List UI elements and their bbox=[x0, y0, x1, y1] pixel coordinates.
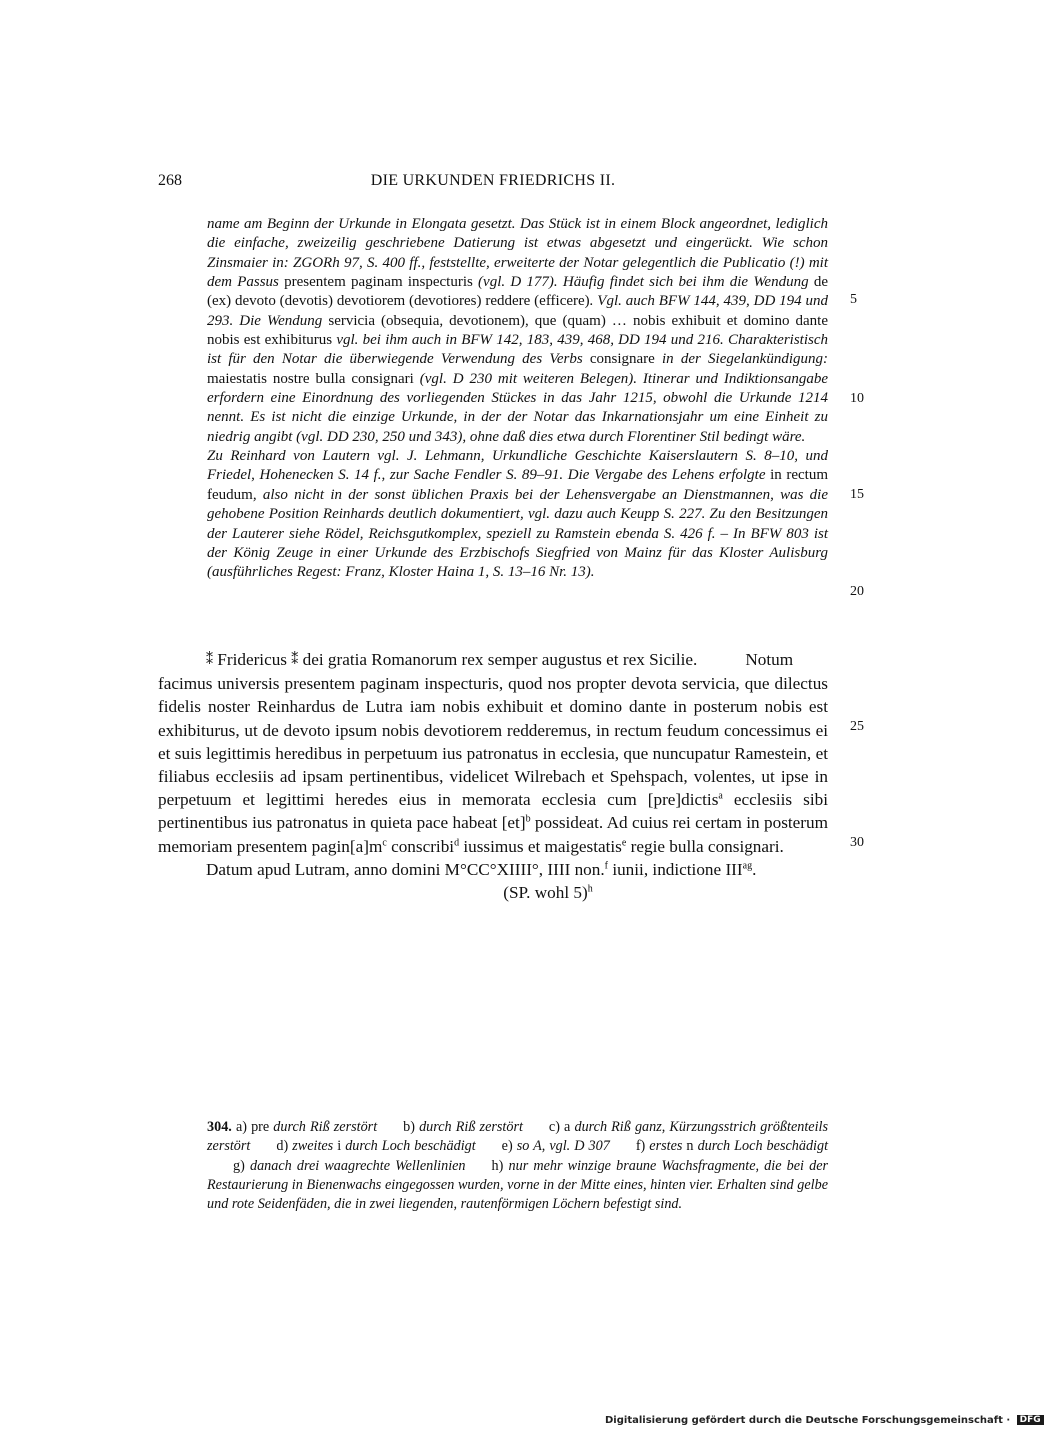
footnotes bbox=[207, 1118, 828, 1215]
notum-word: Notum bbox=[745, 650, 794, 669]
body-text: conscribi bbox=[386, 836, 455, 856]
running-title: DIE URKUNDEN FRIEDRICHS II. bbox=[370, 172, 616, 189]
footnote-mark-a: a bbox=[718, 790, 723, 802]
commentary-paragraph-1 bbox=[207, 215, 828, 447]
intitulatio-name: Fridericus bbox=[217, 650, 287, 669]
footnote-key: b) bbox=[403, 1119, 415, 1135]
commentary-run: in der Siegelankündigung: bbox=[654, 351, 828, 368]
footnote-key: g) bbox=[233, 1157, 245, 1174]
footnote-text: a bbox=[559, 1119, 575, 1135]
commentary-run: presentem paginam inspecturis bbox=[284, 274, 473, 291]
funding-text: Digitalisierung gefördert durch die Deutsche Forschungsgemeinschaft · bbox=[605, 1415, 1014, 1426]
commentary-paragraph-2 bbox=[207, 447, 828, 582]
chrismon-icon: ⁑ bbox=[291, 653, 299, 668]
charter-text bbox=[158, 648, 828, 904]
footnote-key: c) bbox=[548, 1119, 560, 1135]
footnote-text: n bbox=[682, 1138, 698, 1155]
footnote-text-italic: durch Riß zerstört bbox=[419, 1119, 523, 1135]
footnote-key: e) bbox=[501, 1138, 513, 1155]
footnote-block bbox=[207, 1118, 828, 1215]
commentary-run: (vgl. D 230 mit weiteren Belegen). Itinerar und Indiktionsangabe erfordern eine Einordnung des vorliegenden Stückes in das Jahr 1215, obwohl die Urkunde 1214 nennt. Es ist nicht die einzige Urkunde, in der der Notar das Inkarnationsjahr um eine Einheit zu niedrig angibt (vgl. DD 230, 250 und 343), ohne daß dies etwa durch Florentiner Stil bedingt wäre. bbox=[207, 370, 829, 445]
footnote-text-italic: erstes bbox=[649, 1138, 683, 1155]
body-text: possideat. Ad cuius rei certam in posterum memoriam presentem pagin[a]m bbox=[158, 813, 828, 856]
commentary-run: de (ex) devoto (devotis) devotiorem (devotiores) reddere (efficere) bbox=[207, 274, 828, 310]
body-text: ecclesiis sibi pertinentibus ius patronatus in quieta pace habeat [et] bbox=[158, 790, 828, 833]
footnote-key: d) bbox=[276, 1138, 289, 1155]
footnote-number: 304. bbox=[207, 1119, 232, 1135]
charter-body bbox=[158, 672, 828, 858]
commentary-run: maiestatis nostre bulla consignari bbox=[207, 370, 414, 387]
line-number-30: 30 bbox=[850, 835, 864, 850]
body-text: regie bulla consignari. bbox=[626, 836, 784, 856]
seal-line bbox=[158, 881, 828, 904]
page-number: 268 bbox=[158, 172, 182, 189]
footnote-item bbox=[276, 1138, 475, 1154]
footnote-mark-h: h bbox=[587, 883, 593, 895]
body-text: iussimus et maigestatis bbox=[459, 836, 622, 856]
footnote-text-italic: so A, vgl. D 307 bbox=[516, 1138, 610, 1155]
footnote-text-italic: durch Loch beschädigt bbox=[697, 1138, 829, 1155]
footnote-text-italic: danach drei waagrechte Wellenlinien bbox=[249, 1157, 466, 1174]
footnote-mark-c: c bbox=[382, 836, 387, 848]
footnote-text-italic: zweites bbox=[292, 1138, 334, 1155]
footnote-mark-ag: ag bbox=[742, 860, 753, 872]
line-number-20: 20 bbox=[850, 584, 864, 599]
body-text: facimus universis presentem paginam inspecturis, quod nos propter devota servicia, que dilectus fidelis noster Reinhardus de Lutra iam nobis exhibuit et domino dante in posterum nobis est exhibiturus, ut de devoto ipsum nobis devotiorem redderemus, in rectum feudum concessimus ei et suis legittimis heredibus in perpetuum ius patronatus in ecclesia, que nuncupatur Ramestein, et filiabus ecclesiis ad ipsam pertinentibus, videlicet Wilrebach et Spehspach, volentes, ut ipse in perpetuum et legittimi heredes eius in memorata ecclesia cum [pre]dictis bbox=[158, 674, 828, 810]
footnote-text-italic: durch Riß ganz, Kürzungsstrich größtenteils zerstört bbox=[207, 1119, 829, 1155]
datum-line bbox=[158, 858, 828, 881]
footnote-text: i bbox=[333, 1138, 346, 1155]
footnote-mark-f: f bbox=[604, 860, 609, 872]
commentary-run: vgl. bei ihm auch in BFW 142, 183, 439, 468, DD 194 und 216. Charakteristisch ist für den Notar die überwiegende Verwendung des Verbs bbox=[207, 332, 828, 368]
footnote-mark-e: e bbox=[621, 836, 627, 848]
commentary-run: , also nicht in der sonst üblichen Praxis bei der Lehensvergabe an Dienstmannen, was die gehobene Position Reinhards deutlich dokumentiert, vgl. dazu auch Keupp S. 227. Zu den Besitzungen der Lauterer siehe Rödel, Reichsgutkomplex, speziell zu Ramstein ebenda S. 426 f. – In BFW 803 ist der König Zeuge in einer Urkunde des Erzbischofs Siegfried von Mainz für das Kloster Aulisburg (ausführliches Regest: Franz, Kloster Haina 1, S. 13–16 Nr. 13). bbox=[207, 486, 828, 581]
seal-text: (SP. wohl 5) bbox=[503, 883, 588, 903]
footnote-text-italic: nur mehr winzige braune Wachsfragmente, die bei der Restaurierung in Bienenwachs eingegossen wurden, vorne in der Mitte eines, hinten vier. Erhalten sind gelbe und rote Seidenfäden, die in zwei liegenden, rautenförmigen Löchern befestigt sind. bbox=[207, 1157, 829, 1213]
commentary-run: Zu Reinhard von Lautern vgl. J. Lehmann, Urkundliche Geschichte Kaiserslautern S. 8–10, und Friedel, Hohenecken S. 14 f., zur Sache Fendler S. 89–91. Die Vergabe des Lehens erfolgte bbox=[207, 448, 828, 484]
commentary bbox=[207, 215, 828, 583]
datum-text: iunii, indictione III bbox=[608, 859, 743, 879]
footnote-key: f) bbox=[635, 1138, 646, 1155]
intitulatio-line bbox=[158, 648, 828, 672]
footnote-item bbox=[236, 1119, 377, 1135]
line-number-25: 25 bbox=[850, 719, 864, 734]
line-number-15: 15 bbox=[850, 487, 864, 502]
footnote-text: pre bbox=[246, 1119, 274, 1135]
commentary-run: in rectum feudum bbox=[207, 467, 828, 503]
commentary-run: name am Beginn der Urkunde in Elongata gesetzt. Das Stück ist in einem Block angeordnet, lediglich die einfache, zweizeilig geschriebene Datierung ist etwas abgesetzt und eingerückt. Wie schon Zinsmaier in: ZGORh 97, S. 400 ff., feststellte, erweiterte der Notar gelegentlich die Publicatio (!) mit dem Passus bbox=[207, 216, 828, 291]
dfg-logo: DFG bbox=[1017, 1415, 1044, 1425]
datum-text: . bbox=[752, 859, 757, 879]
footnote-mark-d: d bbox=[454, 836, 460, 848]
chrismon-icon: ⁑ bbox=[206, 653, 213, 668]
intitulatio-rest: dei gratia Romanorum rex semper augustus et rex Sicilie. bbox=[298, 650, 698, 669]
datum-text: Datum apud Lutram, anno domini M°CC°XIIII°, IIII non. bbox=[206, 859, 605, 879]
commentary-run: . Vgl. auch BFW 144, 439, DD 194 und 293. Die Wendung bbox=[207, 293, 828, 329]
footnote-item bbox=[636, 1138, 828, 1154]
footnote-key: h) bbox=[491, 1157, 504, 1174]
line-number-10: 10 bbox=[850, 391, 864, 406]
line-number-5: 5 bbox=[850, 292, 857, 307]
footnote-item bbox=[502, 1138, 610, 1154]
footnote-item bbox=[403, 1119, 523, 1135]
footnote-key: a) bbox=[235, 1119, 247, 1135]
commentary-run: consignare bbox=[589, 351, 655, 368]
footnote-text-italic: durch Riß zerstört bbox=[273, 1119, 378, 1135]
funding-footer bbox=[605, 1415, 1041, 1426]
footnote-item bbox=[233, 1158, 466, 1174]
footnote-mark-b: b bbox=[525, 813, 531, 825]
commentary-run: (vgl. D 177). Häufig findet sich bei ihm die Wendung bbox=[472, 274, 814, 291]
commentary-run: servicia (obsequia, devotionem), que (quam) … nobis exhibuit et domino dante nobis est exhibiturus bbox=[207, 312, 828, 349]
footnote-text-italic: durch Loch beschädigt bbox=[345, 1138, 476, 1155]
